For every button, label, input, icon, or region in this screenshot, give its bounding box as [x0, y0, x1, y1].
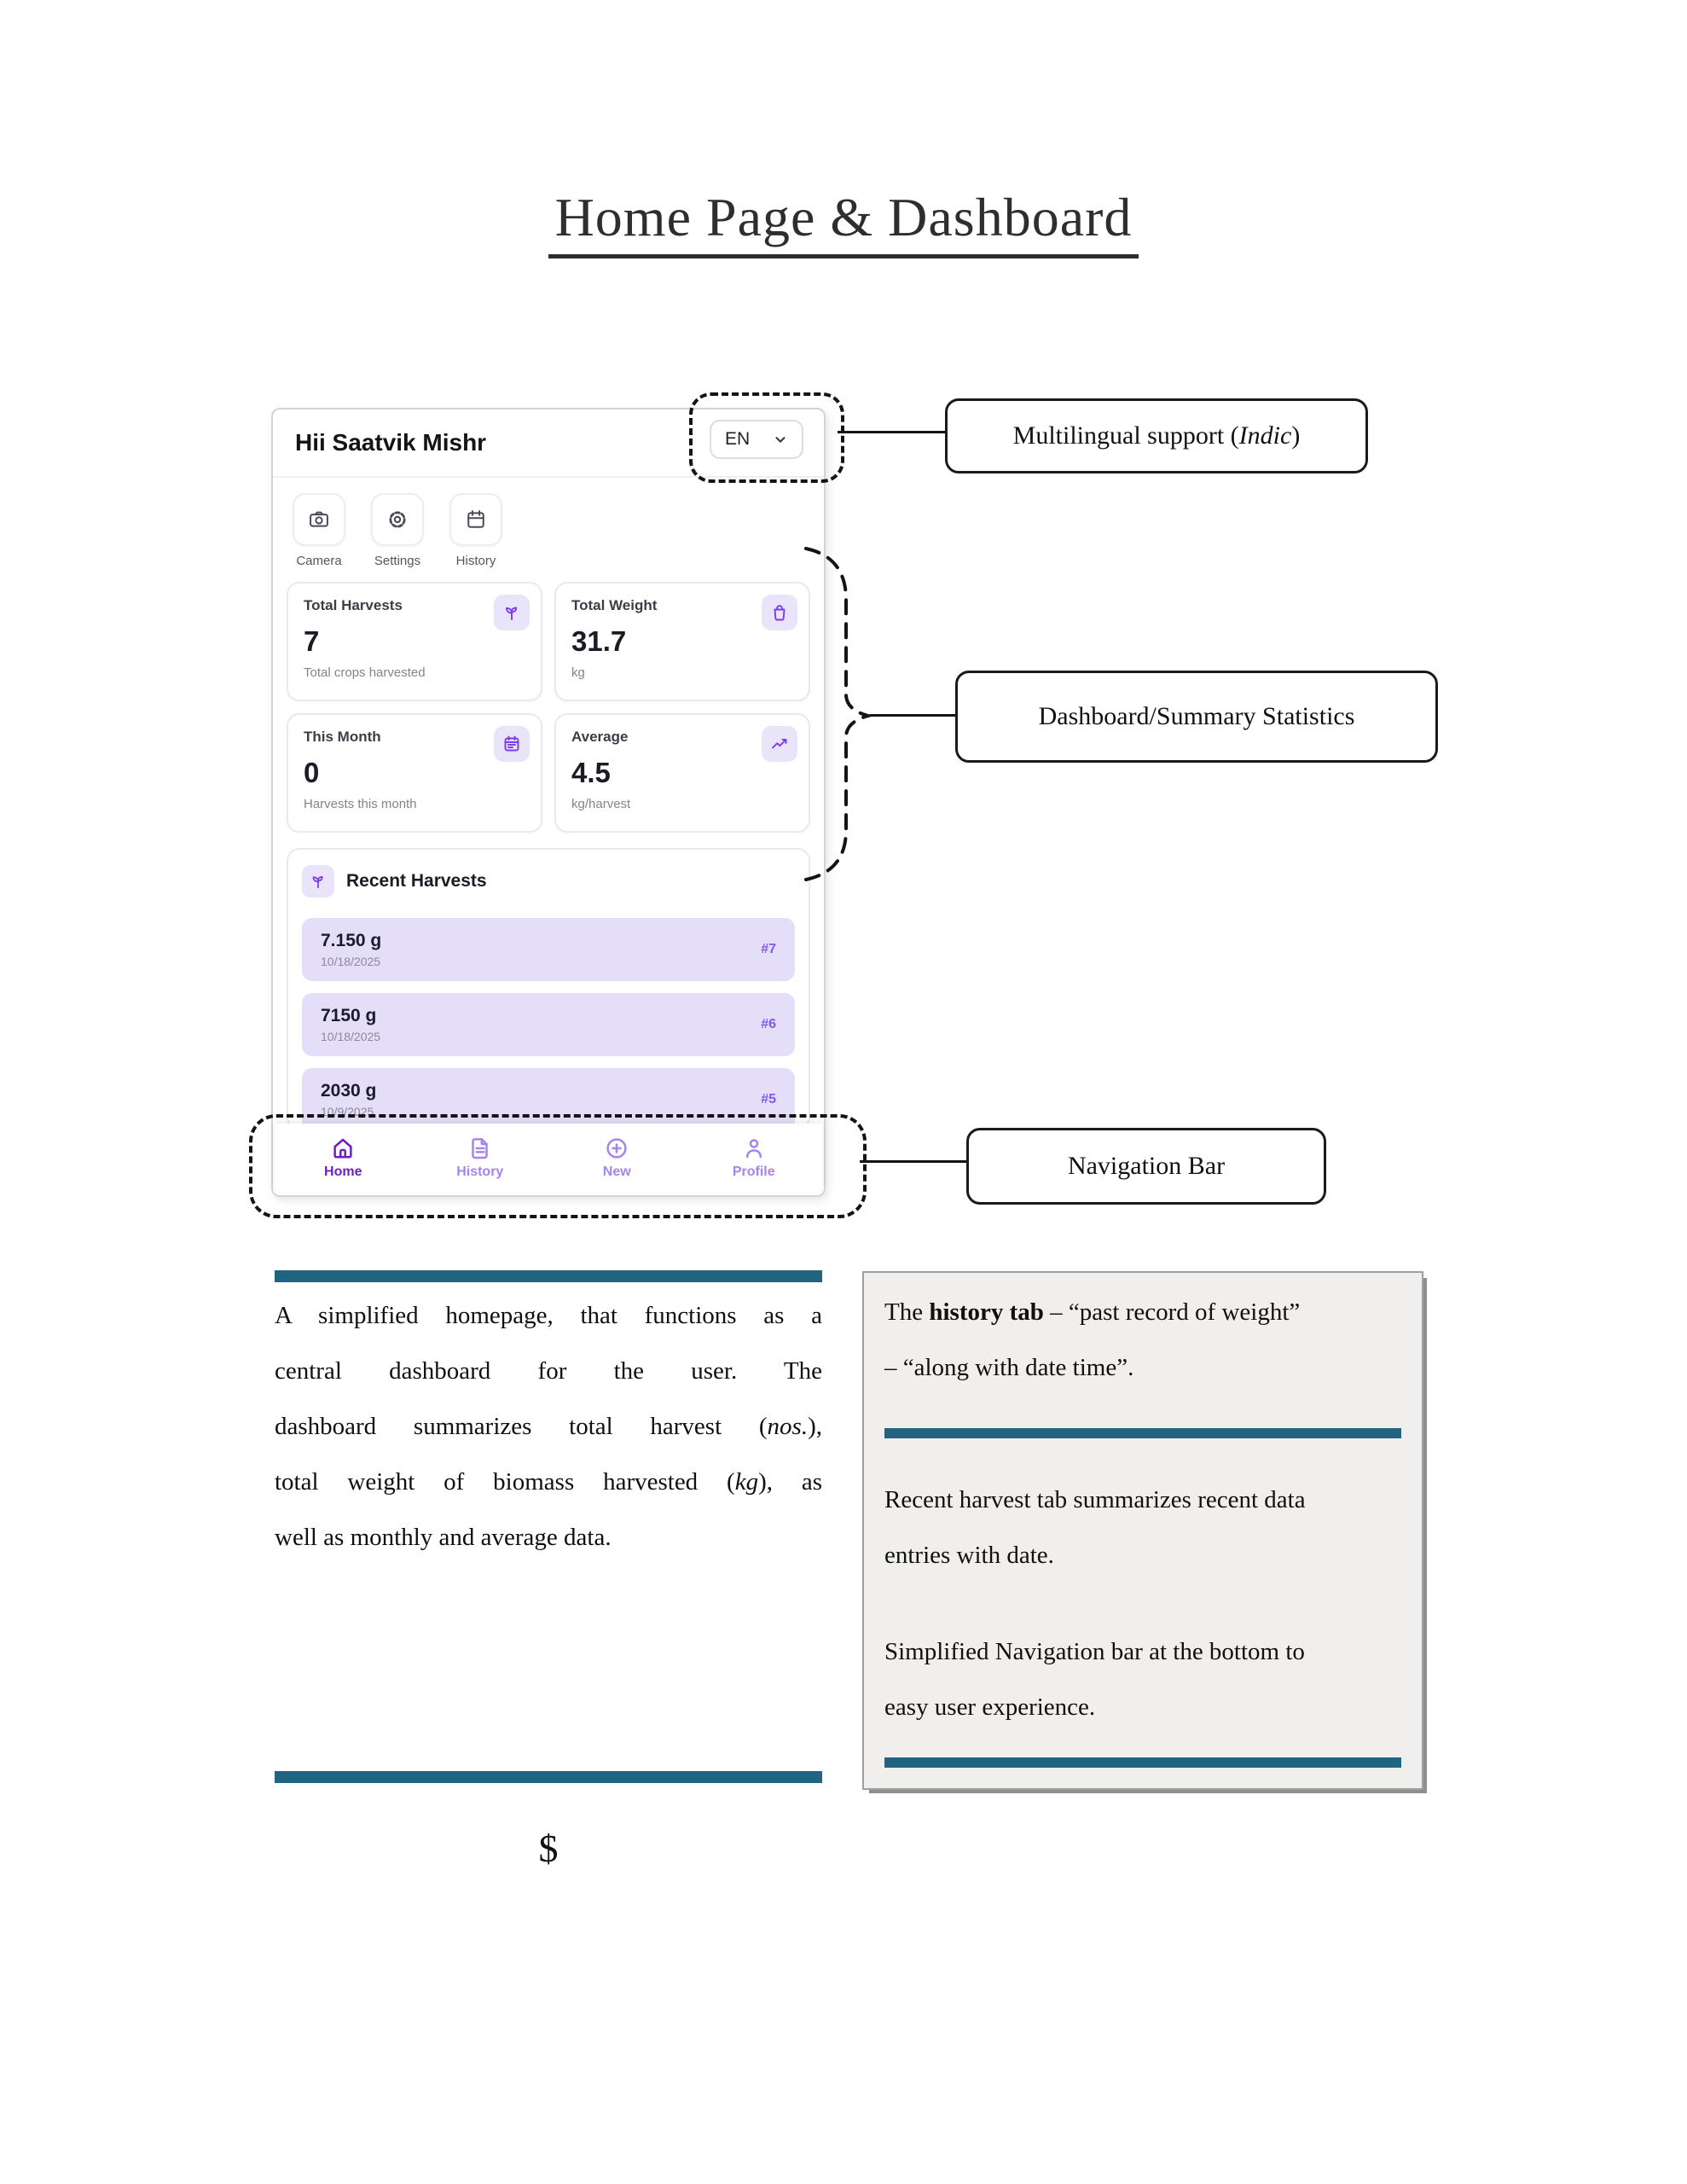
nav-label: History	[456, 1165, 504, 1179]
harvest-tag: #6	[761, 1017, 776, 1031]
right-note-box	[862, 1271, 1423, 1790]
callout-dashboard: Dashboard/Summary Statistics	[955, 671, 1438, 763]
stat-label: Total Weight	[571, 597, 658, 613]
connector-line	[870, 714, 957, 717]
stat-value: 31.7	[571, 625, 627, 657]
stats-grid	[273, 568, 824, 846]
harvest-list-item[interactable]	[302, 993, 795, 1056]
calendar-icon-button[interactable]	[449, 493, 502, 546]
harvest-weight: 7150 g	[321, 1006, 377, 1025]
callout-navigation: Navigation Bar	[966, 1128, 1326, 1205]
connector-line	[860, 1160, 967, 1163]
stat-value: 7	[304, 625, 320, 657]
stat-sublabel: Total crops harvested	[304, 665, 426, 680]
sprout-icon	[302, 865, 334, 897]
quick-actions-row	[273, 478, 824, 568]
navbar-highlight-box	[249, 1114, 867, 1218]
divider-bar	[884, 1757, 1401, 1768]
quick-action-label: Settings	[374, 554, 421, 568]
harvest-date: 10/18/2025	[321, 955, 381, 968]
stat-label: Average	[571, 729, 629, 745]
language-highlight-box	[689, 392, 844, 483]
stat-label: This Month	[304, 729, 381, 745]
recent-harvests-title: Recent Harvests	[346, 871, 487, 891]
stat-card-average	[554, 713, 810, 833]
stat-card-this-month	[287, 713, 542, 833]
stat-value: 4.5	[571, 757, 611, 788]
stat-card-total-weight	[554, 582, 810, 701]
nav-label: New	[602, 1165, 631, 1179]
stat-sublabel: kg/harvest	[571, 797, 631, 811]
settings-button[interactable]	[371, 493, 424, 546]
nav-label: Home	[324, 1165, 362, 1179]
harvest-list-item[interactable]	[302, 918, 795, 981]
right-note-paragraph-1: The history tab – “past record of weight” – “along with date time”.	[884, 1298, 1301, 1381]
gear-icon	[386, 508, 409, 531]
quick-action-label: History	[455, 554, 496, 568]
calendar-icon	[464, 508, 488, 531]
nav-label: Profile	[732, 1165, 775, 1179]
harvest-date: 10/9/2025	[321, 1105, 374, 1118]
stat-sublabel: Harvests this month	[304, 797, 417, 811]
trending-up-icon	[762, 726, 797, 762]
callout-multilingual: Multilingual support (Indic)	[945, 398, 1368, 473]
stat-label: Total Harvests	[304, 597, 403, 613]
stats-highlight-brace	[793, 527, 964, 894]
harvest-weight: 7.150 g	[321, 931, 382, 950]
quick-action-history[interactable]	[443, 493, 508, 568]
stat-sublabel: kg	[571, 665, 585, 680]
stat-value: 0	[304, 757, 320, 788]
divider-bar	[884, 1428, 1401, 1438]
divider-bar	[275, 1771, 822, 1783]
divider-bar	[275, 1270, 822, 1282]
camera-icon	[307, 508, 331, 531]
language-value: EN	[725, 429, 751, 449]
quick-action-settings[interactable]	[365, 493, 430, 568]
harvest-weight: 2030 g	[321, 1081, 377, 1101]
quick-action-camera[interactable]	[287, 493, 351, 568]
connector-line	[838, 431, 945, 433]
sprout-icon	[494, 595, 530, 630]
harvest-tag: #5	[761, 1092, 776, 1107]
calendar-icon	[494, 726, 530, 762]
stat-card-total-harvests	[287, 582, 542, 701]
camera-button[interactable]	[293, 493, 345, 546]
harvest-tag: #7	[761, 942, 776, 956]
page-title: Home Page & Dashboard	[0, 186, 1687, 258]
right-note-paragraph-2: Recent harvest tab summarizes recent data entries with date.	[884, 1486, 1306, 1569]
harvest-date: 10/18/2025	[321, 1030, 381, 1043]
footer-symbol: $	[538, 1827, 559, 1870]
bag-icon	[762, 595, 797, 630]
recent-harvests-card	[287, 848, 810, 1130]
recent-harvests-header	[302, 865, 795, 897]
app-screenshot	[271, 408, 826, 1197]
greeting-text: Hii Saatvik Mishr	[295, 429, 487, 456]
right-note-paragraph-3: Simplified Navigation bar at the bottom to easy user experience.	[884, 1638, 1305, 1721]
quick-action-label: Camera	[296, 554, 342, 568]
left-note-paragraph: A simplified homepage, that functions as a central dashboard for the user. The dashboard summarizes total harvest (nos.), total weight of biomass harvested (kg), as well as monthly and average data.	[275, 1302, 822, 1551]
